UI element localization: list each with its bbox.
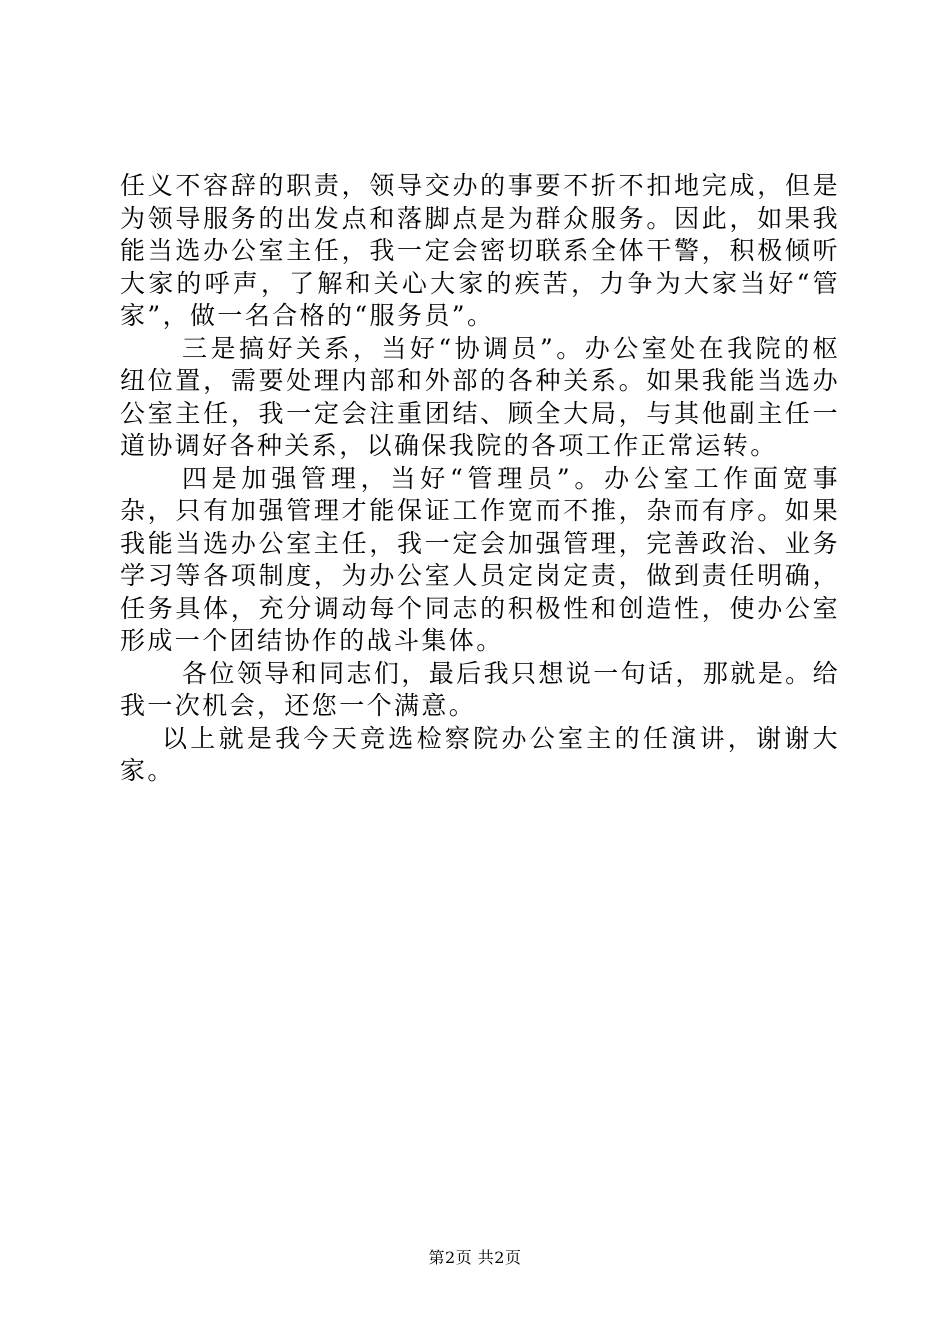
page-number-footer: 第2页 共2页 (428, 1248, 522, 1267)
paragraph-coordinator: 三是搞好关系，当好“协调员”。办公室处在我院的枢纽位置，需要处理内部和外部的各种关系。如果我能当选办公室主任，我一定会注重团结、顾全大局，与其他副主任一道协调好各种关系，以确保我院的各项工作正常运转。 (120, 333, 840, 460)
document-body (120, 170, 840, 788)
paragraph-closing-request: 各位领导和同志们，最后我只想说一句话，那就是。给我一次机会，还您一个满意。 (120, 658, 840, 720)
paragraph-continuation: 任义不容辞的职责，领导交办的事要不折不扣地完成，但是为领导服务的出发点和落脚点是为群众服务。因此，如果我能当选办公室主任，我一定会密切联系全体干警，积极倾听大家的呼声，了解和关心大家的疾苦，力争为大家当好“管家”，做一名合格的“服务员”。 (120, 171, 840, 330)
paragraph-thanks: 以上就是我今天竞选检察院办公室主的任演讲，谢谢大家。 (120, 723, 840, 785)
paragraph-manager: 四是加强管理，当好“管理员”。办公室工作面宽事杂，只有加强管理才能保证工作宽而不推，杂而有序。如果我能当选办公室主任，我一定会加强管理，完善政治、业务学习等各项制度，为办公室人员定岗定责，做到责任明确，任务具体，充分调动每个同志的积极性和创造性，使办公室形成一个团结协作的战斗集体。 (120, 463, 840, 655)
